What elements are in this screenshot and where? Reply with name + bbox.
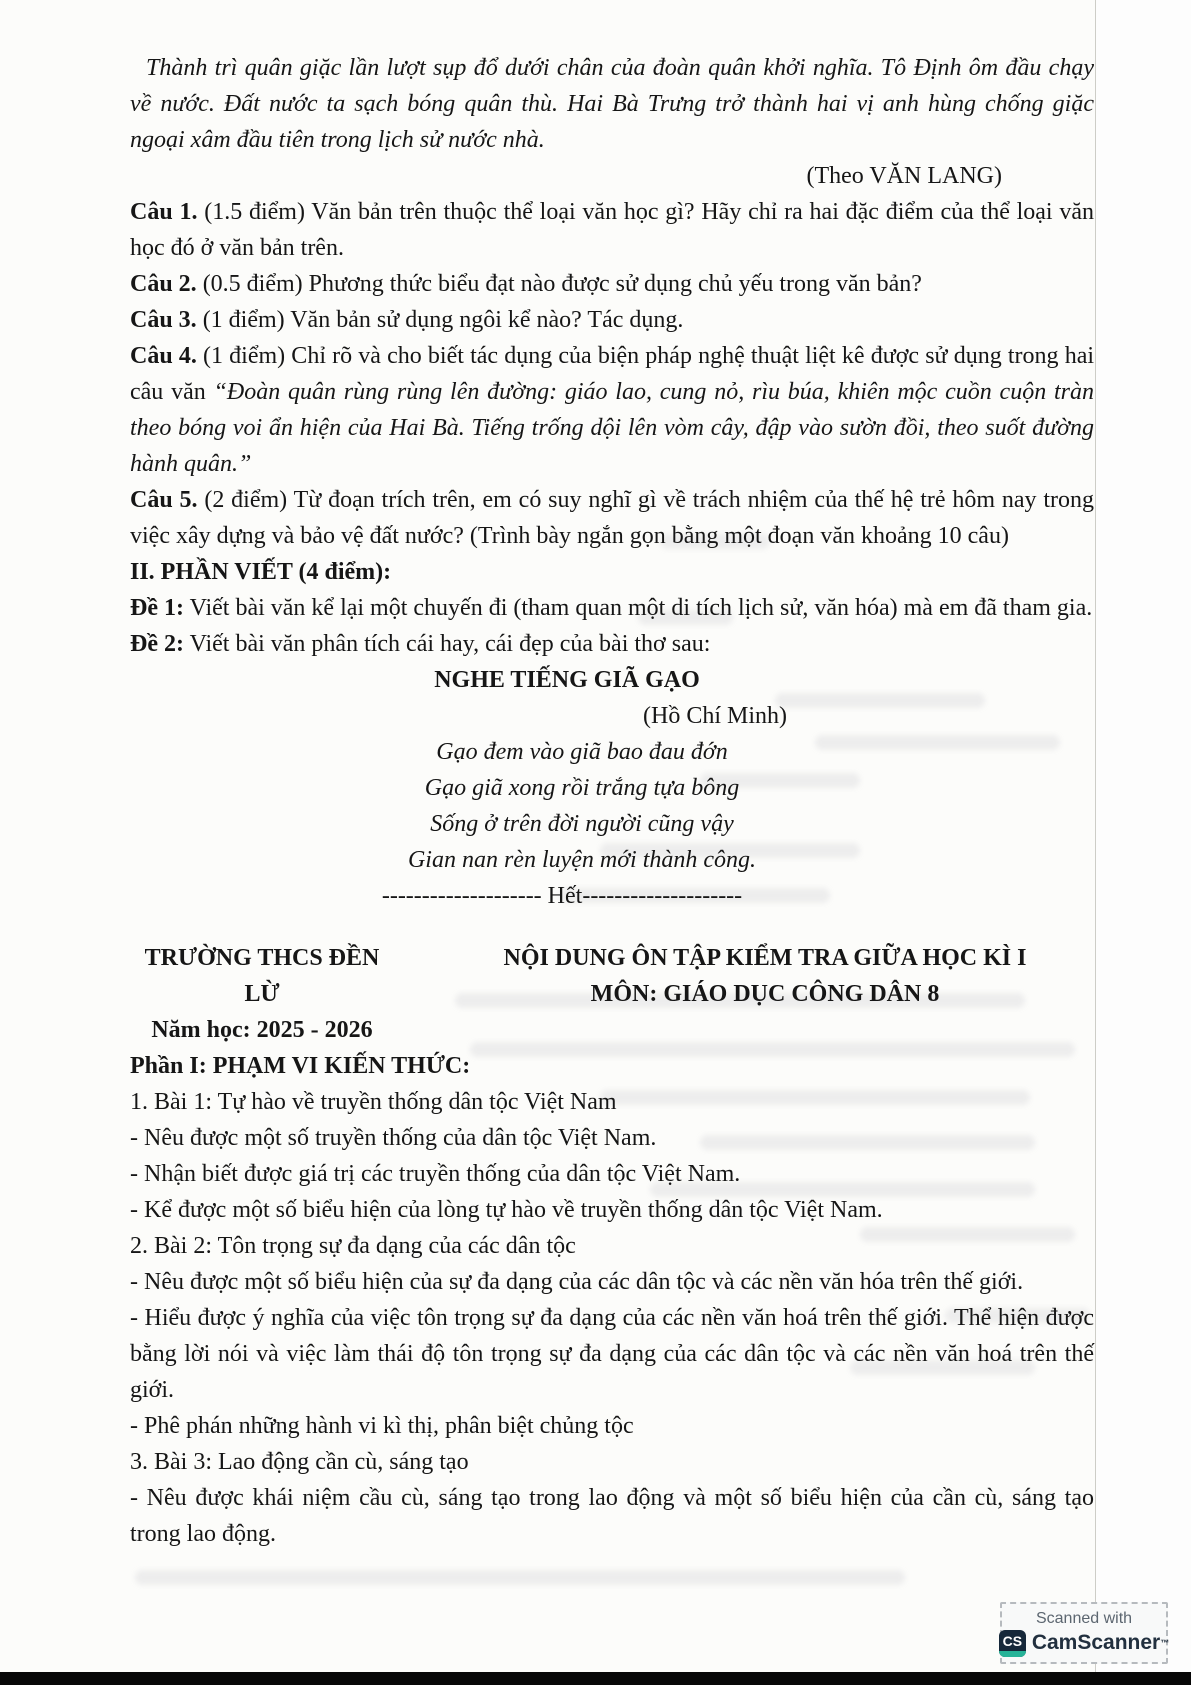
prompt-text: Viết bài văn kể lại một chuyến đi (tham quan một di tích lịch sử, văn hóa) mà em đã tham gia. — [189, 595, 1093, 621]
camscanner-brand — [999, 1630, 1169, 1657]
school-info — [130, 940, 394, 1048]
question-label: Câu 2. — [130, 271, 197, 297]
document-title-block — [394, 940, 1094, 1048]
trademark-symbol: ™ — [1160, 1638, 1170, 1648]
knowledge-item: 3. Bài 3: Lao động cần cù, sáng tạo — [130, 1449, 469, 1475]
document-body — [130, 50, 1094, 1552]
writing-prompt-1 — [130, 590, 1094, 626]
scanned-with-label: Scanned with — [1035, 1609, 1133, 1627]
question-label: Câu 1. — [130, 199, 198, 225]
question-1 — [130, 194, 1094, 266]
knowledge-item: - Nêu được một số truyền thống của dân tộc Việt Nam. — [130, 1125, 657, 1151]
knowledge-item: - Phê phán những hành vi kì thị, phân biệt chủng tộc — [130, 1413, 634, 1439]
question-3 — [130, 302, 1094, 338]
question-4 — [130, 338, 1094, 482]
question-text: (0.5 điểm) Phương thức biểu đạt nào được sử dụng chủ yếu trong văn bản? — [202, 271, 922, 297]
question-text: (1.5 điểm) Văn bản trên thuộc thể loại văn học gì? Hãy chỉ ra hai đặc điểm của thể loại văn học đó ở văn bản trên. — [130, 199, 1095, 261]
poem-title: NGHE TIẾNG GIÃ GẠO — [434, 667, 700, 693]
end-divider: -------------------- Hết-------------------- — [381, 883, 743, 909]
reading-passage: Thành trì quân giặc lần lượt sụp đổ dưới chân của đoàn quân khởi nghĩa. Tô Định ôm đầu chạy về nước. Đất nước ta sạch bóng quân thù. Hai Bà Trưng trở thành hai vị anh hùng chống giặc ngoại xâm đầu tiên trong lịch sử nước nhà. — [130, 55, 1094, 153]
school-name: TRƯỜNG THCS ĐỀN LỪ — [144, 945, 380, 1007]
knowledge-item: 1. Bài 1: Tự hào về truyền thống dân tộc Việt Nam — [130, 1089, 617, 1115]
poem-line: Gian nan rèn luyện mới thành công. — [407, 847, 757, 873]
camscanner-app-name: CamScanner™ — [1031, 1631, 1170, 1654]
subject-title: MÔN: GIÁO DỤC CÔNG DÂN 8 — [590, 981, 940, 1007]
camscanner-logo-teal-bar — [999, 1651, 1026, 1657]
question-text: (1 điểm) Chỉ rõ và cho biết tác dụng của biện pháp nghệ thuật liệt kê được sử dụng trong hai câu văn — [130, 343, 1095, 405]
poem-line: Gạo đem vào giã bao đau đớn — [436, 739, 728, 765]
quoted-passage: “Đoàn quân rùng rùng lên đường: giáo lao, cung nỏ, rìu búa, khiên mộc cuồn cuộn tràn theo bóng voi ẩn hiện của Hai Bà. Tiếng trống dội lên vòm cây, đập vào sườn đồi, theo suốt đường hành quân.” — [130, 379, 1094, 477]
question-text: (1 điểm) Văn bản sử dụng ngôi kể nào? Tác dụng. — [202, 307, 684, 333]
page-fold-line — [1095, 0, 1191, 1672]
camscanner-badge — [1000, 1602, 1168, 1664]
prompt-label: Đề 1: — [130, 595, 184, 621]
writing-section-heading: II. PHẦN VIẾT (4 điểm): — [130, 559, 392, 585]
bleedthrough-smudge — [135, 1570, 905, 1585]
review-title: NỘI DUNG ÔN TẬP KIỂM TRA GIỮA HỌC KÌ I — [503, 945, 1027, 971]
question-label: Câu 5. — [130, 487, 198, 513]
document-header — [130, 940, 1094, 1048]
question-5 — [130, 482, 1094, 554]
knowledge-item: - Nhận biết được giá trị các truyền thống của dân tộc Việt Nam. — [130, 1161, 741, 1187]
poem-author: (Hồ Chí Minh) — [643, 703, 787, 729]
school-year: Năm học: 2025 - 2026 — [151, 1017, 373, 1043]
prompt-label: Đề 2: — [130, 631, 184, 657]
knowledge-item: - Nêu được một số biểu hiện của sự đa dạng của các dân tộc và các nền văn hóa trên thế giới. — [130, 1269, 1024, 1295]
poem-line: Gạo giã xong rồi trắng tựa bông — [424, 775, 740, 801]
source-attribution: (Theo VĂN LANG) — [806, 163, 1002, 189]
prompt-text: Viết bài văn phân tích cái hay, cái đẹp của bài thơ sau: — [189, 631, 711, 657]
question-2 — [130, 266, 1094, 302]
question-text: (2 điểm) Từ đoạn trích trên, em có suy nghĩ gì về trách nhiệm của thế hệ trẻ hôm nay trong việc xây dựng và bảo vệ đất nước? (Trình bày ngắn gọn bằng một đoạn văn khoảng 10 câu) — [130, 487, 1094, 549]
part1-heading: Phần I: PHẠM VI KIẾN THỨC: — [130, 1053, 471, 1079]
camscanner-logo-icon — [999, 1630, 1026, 1657]
knowledge-item: 2. Bài 2: Tôn trọng sự đa dạng của các dân tộc — [130, 1233, 576, 1259]
camscanner-logo-text: CS — [1002, 1632, 1023, 1649]
scan-edge-bar — [0, 1672, 1191, 1685]
knowledge-item: - Kể được một số biểu hiện của lòng tự hào về truyền thống dân tộc Việt Nam. — [130, 1197, 883, 1223]
poem-line: Sống ở trên đời người cũng vậy — [430, 811, 734, 837]
writing-prompt-2 — [130, 626, 1094, 662]
knowledge-item: - Hiểu được ý nghĩa của việc tôn trọng sự đa dạng của các nền văn hoá trên thế giới. Thể hiện được bằng lời nói và việc làm thái độ tôn trọng sự đa dạng của các dân tộc và các nền văn hoá trên thế giới. — [130, 1305, 1094, 1403]
knowledge-item: - Nêu được khái niệm cầu cù, sáng tạo trong lao động và một số biểu hiện của cần cù, sáng tạo trong lao động. — [130, 1485, 1094, 1547]
question-label: Câu 4. — [130, 343, 197, 369]
question-label: Câu 3. — [130, 307, 197, 333]
